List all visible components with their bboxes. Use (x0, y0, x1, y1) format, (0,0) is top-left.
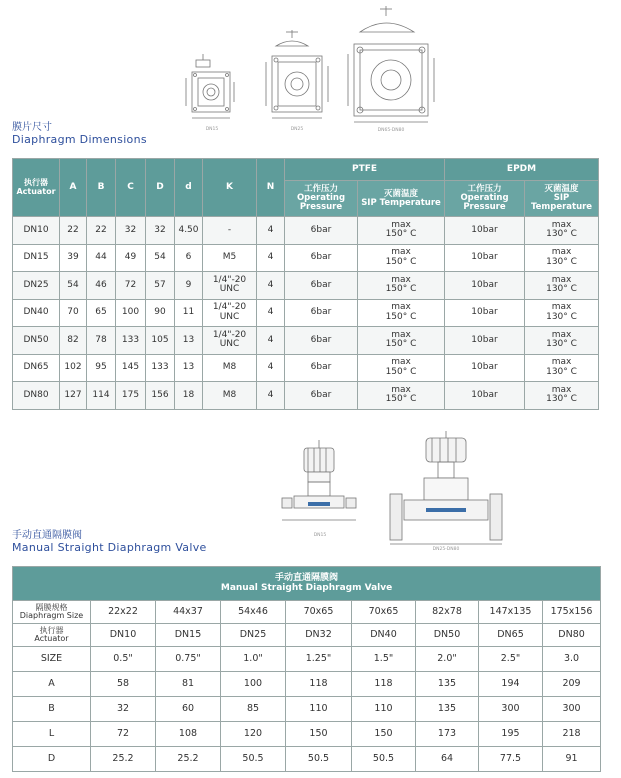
table-row (13, 217, 599, 245)
k-cell: 1/4"-20 UNC (203, 272, 257, 300)
ptfe-pressure-cell: 6bar (285, 354, 358, 382)
k-cell: M8 (203, 354, 257, 382)
actuator-cell: DN15 (156, 624, 221, 647)
ptfe-pressure-cell: 6bar (285, 217, 358, 245)
operating-pressure-header: 工作压力 Operating Pressure (445, 181, 525, 217)
section-title-diaphragm (12, 122, 147, 146)
actuator-cell: DN10 (91, 624, 156, 647)
value-cell: 173 (416, 722, 479, 747)
value-cell: 120 (221, 722, 286, 747)
sip-temperature-header: 灭菌温度 SIP Temperature (358, 181, 445, 217)
drawing-caption: DN25-DN80 (432, 547, 460, 552)
diaphragm-dimensions-table (12, 158, 599, 410)
value-cell: 1.5" (352, 647, 416, 672)
drawing-caption: DN15 (313, 533, 327, 538)
d-cell: 54 (146, 244, 175, 272)
operating-pressure-header: 工作压力 Operating Pressure (285, 181, 358, 217)
ptfe-temp-cell: max 150° C (358, 244, 445, 272)
ptfe-pressure-cell: 6bar (285, 244, 358, 272)
n-cell: 4 (257, 327, 285, 355)
dd-cell: 13 (175, 327, 203, 355)
col-header: C (116, 159, 146, 217)
epdm-temp-cell: max 130° C (525, 299, 599, 327)
epdm-pressure-cell: 10bar (445, 217, 525, 245)
valve-drawing-large (384, 430, 514, 552)
value-cell: 58 (91, 672, 156, 697)
size-cell: 44x37 (156, 601, 221, 624)
col-header: B (87, 159, 116, 217)
a-cell: 127 (60, 382, 87, 410)
value-cell: 81 (156, 672, 221, 697)
value-cell: 50.5 (221, 747, 286, 772)
k-cell: 1/4"-20 UNC (203, 299, 257, 327)
actuator-cell: DN65 (479, 624, 543, 647)
row-label: L (13, 722, 91, 747)
a-cell: 22 (60, 217, 87, 245)
actuator-header: 执行器 Actuator (13, 159, 60, 217)
n-cell: 4 (257, 272, 285, 300)
value-cell: 32 (91, 697, 156, 722)
b-cell: 46 (87, 272, 116, 300)
d-cell: 133 (146, 354, 175, 382)
d-cell: 156 (146, 382, 175, 410)
value-cell: 1.25" (286, 647, 352, 672)
value-cell: 72 (91, 722, 156, 747)
epdm-temp-cell: max 130° C (525, 272, 599, 300)
a-cell: 70 (60, 299, 87, 327)
c-cell: 32 (116, 217, 146, 245)
value-cell: 150 (286, 722, 352, 747)
epdm-temp-cell: max 130° C (525, 244, 599, 272)
a-cell: 54 (60, 272, 87, 300)
col-header: D (146, 159, 175, 217)
drawing-caption: DN25 (290, 127, 304, 132)
epdm-temp-cell: max 130° C (525, 217, 599, 245)
b-cell: 114 (87, 382, 116, 410)
diaphragm-drawing-large (346, 4, 446, 134)
d-cell: 105 (146, 327, 175, 355)
value-cell: 110 (352, 697, 416, 722)
section-title-zh: 膜片尺寸 (12, 122, 52, 133)
value-cell: 300 (479, 697, 543, 722)
value-cell: 0.5" (91, 647, 156, 672)
row-label: A (13, 672, 91, 697)
c-cell: 133 (116, 327, 146, 355)
drawing-caption: DN65-DN80 (377, 128, 405, 133)
a-cell: 82 (60, 327, 87, 355)
epdm-pressure-cell: 10bar (445, 272, 525, 300)
ptfe-pressure-cell: 6bar (285, 382, 358, 410)
epdm-pressure-cell: 10bar (445, 382, 525, 410)
ptfe-pressure-cell: 6bar (285, 299, 358, 327)
n-cell: 4 (257, 382, 285, 410)
manual-valve-header: 手动直通隔膜阀 Manual Straight Diaphragm Valve (13, 567, 601, 601)
sip-temperature-header: 灭菌温度 SIP Temperature (525, 181, 599, 217)
value-cell: 218 (543, 722, 601, 747)
dd-cell: 9 (175, 272, 203, 300)
value-cell: 60 (156, 697, 221, 722)
value-cell: 85 (221, 697, 286, 722)
dn-cell: DN10 (13, 217, 60, 245)
value-cell: 150 (352, 722, 416, 747)
value-cell: 195 (479, 722, 543, 747)
value-cell: 25.2 (156, 747, 221, 772)
value-cell: 50.5 (352, 747, 416, 772)
table-row (13, 244, 599, 272)
size-cell: 22x22 (91, 601, 156, 624)
d-cell: 32 (146, 217, 175, 245)
value-cell: 209 (543, 672, 601, 697)
ptfe-temp-cell: max 150° C (358, 299, 445, 327)
manual-valve-table (12, 566, 601, 772)
valve-drawing-small (278, 438, 362, 542)
size-cell: 82x78 (416, 601, 479, 624)
size-cell: 70x65 (352, 601, 416, 624)
actuator-cell: DN80 (543, 624, 601, 647)
c-cell: 175 (116, 382, 146, 410)
k-cell: - (203, 217, 257, 245)
section-title-en: Diaphragm Dimensions (12, 132, 147, 146)
ptfe-pressure-cell: 6bar (285, 272, 358, 300)
table-row (13, 354, 599, 382)
epdm-pressure-cell: 10bar (445, 354, 525, 382)
value-cell: 3.0 (543, 647, 601, 672)
dn-cell: DN65 (13, 354, 60, 382)
actuator-label: 执行器 Actuator (13, 624, 91, 647)
size-cell: 147x135 (479, 601, 543, 624)
c-cell: 49 (116, 244, 146, 272)
value-cell: 2.5" (479, 647, 543, 672)
row-label: SIZE (13, 647, 91, 672)
table-row (13, 647, 601, 672)
a-cell: 102 (60, 354, 87, 382)
dd-cell: 18 (175, 382, 203, 410)
section-title-zh: 手动直通隔膜阀 (12, 530, 82, 541)
size-cell: 70x65 (286, 601, 352, 624)
epdm-pressure-cell: 10bar (445, 327, 525, 355)
drawing-caption: DN15 (205, 127, 219, 132)
c-cell: 145 (116, 354, 146, 382)
value-cell: 194 (479, 672, 543, 697)
c-cell: 100 (116, 299, 146, 327)
table-row (13, 747, 601, 772)
k-cell: 1/4"-20 UNC (203, 327, 257, 355)
c-cell: 72 (116, 272, 146, 300)
n-cell: 4 (257, 299, 285, 327)
table-row (13, 382, 599, 410)
n-cell: 4 (257, 244, 285, 272)
b-cell: 95 (87, 354, 116, 382)
dn-cell: DN50 (13, 327, 60, 355)
table-row (13, 697, 601, 722)
table-row (13, 327, 599, 355)
ptfe-temp-cell: max 150° C (358, 327, 445, 355)
value-cell: 300 (543, 697, 601, 722)
value-cell: 64 (416, 747, 479, 772)
diaphragm-drawing-small (184, 52, 240, 134)
a-cell: 39 (60, 244, 87, 272)
value-cell: 0.75" (156, 647, 221, 672)
value-cell: 2.0" (416, 647, 479, 672)
dn-cell: DN40 (13, 299, 60, 327)
value-cell: 110 (286, 697, 352, 722)
row-label: D (13, 747, 91, 772)
dd-cell: 6 (175, 244, 203, 272)
col-header: K (203, 159, 257, 217)
ptfe-header: PTFE (285, 159, 445, 181)
size-cell: 175x156 (543, 601, 601, 624)
epdm-header: EPDM (445, 159, 599, 181)
value-cell: 135 (416, 672, 479, 697)
ptfe-temp-cell: max 150° C (358, 217, 445, 245)
actuator-cell: DN40 (352, 624, 416, 647)
diaphragm-drawing-medium (262, 28, 336, 134)
dn-cell: DN15 (13, 244, 60, 272)
table-row (13, 722, 601, 747)
ptfe-temp-cell: max 150° C (358, 354, 445, 382)
ptfe-pressure-cell: 6bar (285, 327, 358, 355)
b-cell: 44 (87, 244, 116, 272)
b-cell: 22 (87, 217, 116, 245)
size-cell: 54x46 (221, 601, 286, 624)
n-cell: 4 (257, 354, 285, 382)
n-cell: 4 (257, 217, 285, 245)
section-title-manual-valve (12, 530, 207, 554)
table-row (13, 672, 601, 697)
value-cell: 50.5 (286, 747, 352, 772)
row-label: B (13, 697, 91, 722)
diaphragm-size-label: 隔膜规格 Diaphragm Size (13, 601, 91, 624)
dd-cell: 13 (175, 354, 203, 382)
k-cell: M5 (203, 244, 257, 272)
epdm-pressure-cell: 10bar (445, 299, 525, 327)
table-row (13, 272, 599, 300)
value-cell: 100 (221, 672, 286, 697)
d-cell: 90 (146, 299, 175, 327)
col-header: N (257, 159, 285, 217)
dn-cell: DN25 (13, 272, 60, 300)
ptfe-temp-cell: max 150° C (358, 272, 445, 300)
dd-cell: 4.50 (175, 217, 203, 245)
value-cell: 108 (156, 722, 221, 747)
actuator-cell: DN32 (286, 624, 352, 647)
value-cell: 118 (352, 672, 416, 697)
actuator-cell: DN50 (416, 624, 479, 647)
col-header: A (60, 159, 87, 217)
section-title-en: Manual Straight Diaphragm Valve (12, 540, 207, 554)
value-cell: 91 (543, 747, 601, 772)
epdm-temp-cell: max 130° C (525, 382, 599, 410)
value-cell: 1.0" (221, 647, 286, 672)
actuator-cell: DN25 (221, 624, 286, 647)
epdm-temp-cell: max 130° C (525, 327, 599, 355)
dd-cell: 11 (175, 299, 203, 327)
b-cell: 65 (87, 299, 116, 327)
value-cell: 25.2 (91, 747, 156, 772)
epdm-pressure-cell: 10bar (445, 244, 525, 272)
col-header: d (175, 159, 203, 217)
k-cell: M8 (203, 382, 257, 410)
b-cell: 78 (87, 327, 116, 355)
ptfe-temp-cell: max 150° C (358, 382, 445, 410)
value-cell: 135 (416, 697, 479, 722)
table-row (13, 299, 599, 327)
value-cell: 77.5 (479, 747, 543, 772)
d-cell: 57 (146, 272, 175, 300)
epdm-temp-cell: max 130° C (525, 354, 599, 382)
value-cell: 118 (286, 672, 352, 697)
dn-cell: DN80 (13, 382, 60, 410)
